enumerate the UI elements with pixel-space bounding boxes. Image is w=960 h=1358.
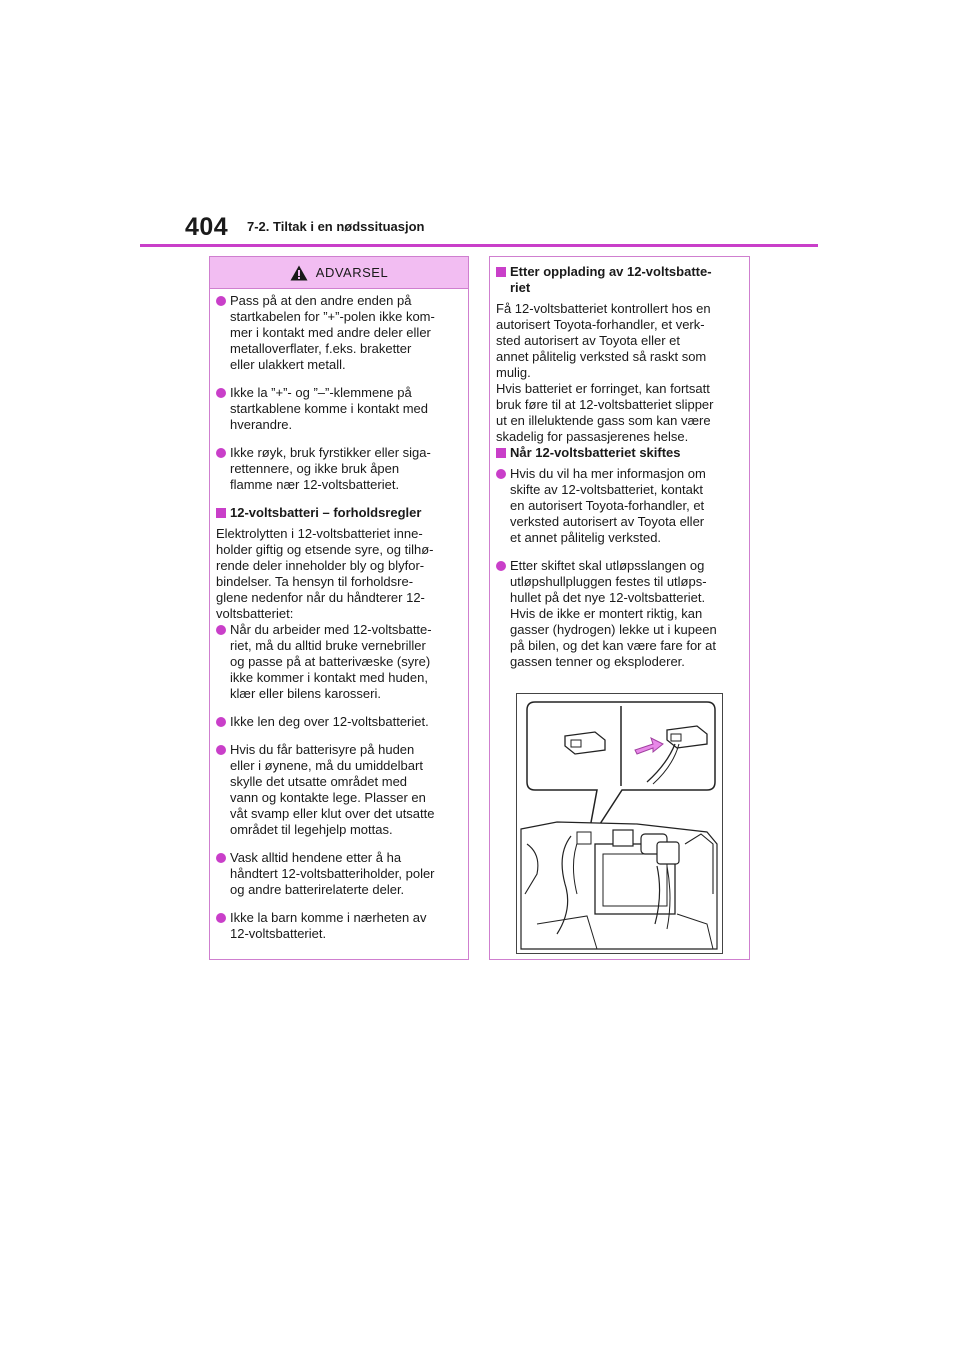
text-line: skadelig for passasjerenes helse.	[496, 429, 689, 444]
text-line: holder giftig og etsende syre, og tilhø-	[216, 542, 434, 557]
heading-battery-replacement-text: Når 12-voltsbatteriet skiftes	[510, 445, 681, 460]
text-line: hullet på det nye 12-voltsbatteriet.	[510, 590, 706, 605]
bullet-dot-icon	[216, 296, 226, 306]
text-line: 12-voltsbatteriet.	[230, 926, 327, 941]
battery-drawing	[517, 694, 722, 953]
text-line: Få 12-voltsbatteriet kontrollert hos en	[496, 301, 711, 316]
bullet-dot-icon	[496, 561, 506, 571]
bullet-item	[496, 558, 741, 670]
section-heading	[216, 505, 460, 521]
text-line: verksted autorisert av Toyota eller	[510, 514, 705, 529]
text-line: riet	[510, 280, 531, 295]
heading-after-charging	[496, 264, 741, 296]
text-line: eller ulakkert metall.	[230, 357, 346, 372]
text-line: våt svamp eller klut over det utsatte	[230, 806, 435, 821]
warning-header	[210, 257, 468, 289]
text-line: bruk føre til at 12-voltsbatteriet slipper	[496, 397, 714, 412]
text-line: gassen tenner og eksploderer.	[510, 654, 685, 669]
page-number: 404	[185, 213, 229, 241]
text-line: og passe på at batterivæske (syre)	[230, 654, 431, 669]
warning-box	[209, 256, 469, 960]
bullet-dot-icon	[216, 913, 226, 923]
text-line: Hvis de ikke er montert riktig, kan	[510, 606, 703, 621]
heading-battery-replacement	[496, 445, 741, 461]
bullet-item	[216, 445, 460, 493]
text-line: ikke kommer i kontakt med huden,	[230, 670, 428, 685]
header-rule	[140, 244, 818, 247]
text-line: Hvis batteriet er forringet, kan fortsatt	[496, 381, 710, 396]
text-line: Ikke la barn komme i nærheten av	[230, 910, 427, 925]
text-line: sted autorisert av Toyota eller et	[496, 333, 681, 348]
bullet-dot-icon	[216, 853, 226, 863]
text-line: mer i kontakt med andre deler eller	[230, 325, 431, 340]
text-line: rende deler inneholder bly og blyfor-	[216, 558, 425, 573]
square-marker-icon	[216, 508, 226, 518]
text-line: klær eller bilens karosseri.	[230, 686, 381, 701]
bullet-dot-icon	[496, 469, 506, 479]
text-line: riet, må du alltid bruke vernebriller	[230, 638, 426, 653]
text-line: området til legehjelp mottas.	[230, 822, 393, 837]
text-line: Ikke len deg over 12-voltsbatteriet.	[230, 714, 429, 729]
text-line: Pass på at den andre enden på	[230, 293, 412, 308]
bullet-dot-icon	[216, 388, 226, 398]
text-line: ut en illeluktende gass som kan være	[496, 413, 711, 428]
text-line: startkablene komme i kontakt med	[230, 401, 428, 416]
bullet-dot-icon	[216, 745, 226, 755]
text-line: Hvis du får batterisyre på huden	[230, 742, 415, 757]
text-line: håndtert 12-voltsbatteriholder, poler	[230, 866, 435, 881]
text-line: startkabelen for ”+”-polen ikke kom-	[230, 309, 435, 324]
text-line: og andre batterirelaterte deler.	[230, 882, 405, 897]
text-line: skylle det utsatte området med	[230, 774, 408, 789]
bullet-item	[496, 466, 741, 546]
text-line: Vask alltid hendene etter å ha	[230, 850, 402, 865]
battery-illustration	[516, 693, 723, 954]
info-content	[490, 257, 749, 670]
text-line: Når du arbeider med 12-voltsbatte-	[230, 622, 432, 637]
text-line: flamme nær 12-voltsbatteriet.	[230, 477, 400, 492]
section-title: 7-2. Tiltak i en nødssituasjon	[247, 219, 425, 234]
text-line: Etter opplading av 12-voltsbatte-	[510, 264, 712, 279]
text-line: en autorisert Toyota-forhandler, et	[510, 498, 705, 513]
text-line: vann og kontakte lege. Plasser en	[230, 790, 426, 805]
square-marker-icon	[496, 448, 506, 458]
text-line: mulig.	[496, 365, 531, 380]
text-line: utløpshullpluggen festes til utløps-	[510, 574, 707, 589]
bullet-item	[216, 742, 460, 838]
section-heading-text: 12-voltsbatteri – forholdsregler	[230, 505, 422, 520]
text-line: Etter skiftet skal utløpsslangen og	[510, 558, 705, 573]
text-line: Ikke la ”+”- og ”–”-klemmene på	[230, 385, 412, 400]
bullet-item	[216, 714, 460, 730]
bullet-item	[216, 910, 460, 942]
text-line: Hvis du vil ha mer informasjon om	[510, 466, 706, 481]
bullet-dot-icon	[216, 717, 226, 727]
bullet-item	[216, 850, 460, 898]
text-line: på bilen, og det kan være fare for at	[510, 638, 716, 653]
text-line: bindelser. Ta hensyn til forholdsre-	[216, 574, 414, 589]
bullet-item	[216, 385, 460, 433]
text-line: Elektrolytten i 12-voltsbatteriet inne-	[216, 526, 423, 541]
text-line: voltsbatteriet:	[216, 606, 294, 621]
square-marker-icon	[496, 267, 506, 277]
text-line: glene nedenfor når du håndterer 12-	[216, 590, 425, 605]
section-paragraph	[216, 526, 460, 622]
text-line: rettennere, og ikke bruk åpen	[230, 461, 400, 476]
warning-title: ADVARSEL	[315, 265, 389, 280]
text-line: annet pålitelig verksted så raskt som	[496, 349, 707, 364]
text-line: skifte av 12-voltsbatteriet, kontakt	[510, 482, 703, 497]
text-line: gasser (hydrogen) lekke ut i kupeen	[510, 622, 717, 637]
text-line: hverandre.	[230, 417, 293, 432]
warning-triangle-icon	[290, 265, 308, 281]
text-line: metalloverflater, f.eks. braketter	[230, 341, 412, 356]
bullet-dot-icon	[216, 448, 226, 458]
text-line: et annet pålitelig verksted.	[510, 530, 662, 545]
paragraph-after-charging	[496, 301, 741, 445]
warning-content	[210, 289, 468, 942]
text-line: eller i øynene, må du umiddelbart	[230, 758, 423, 773]
text-line: autorisert Toyota-forhandler, et verk-	[496, 317, 705, 332]
bullet-item	[216, 293, 460, 373]
bullet-item	[216, 622, 460, 702]
text-line: Ikke røyk, bruk fyrstikker eller siga-	[230, 445, 431, 460]
bullet-dot-icon	[216, 625, 226, 635]
